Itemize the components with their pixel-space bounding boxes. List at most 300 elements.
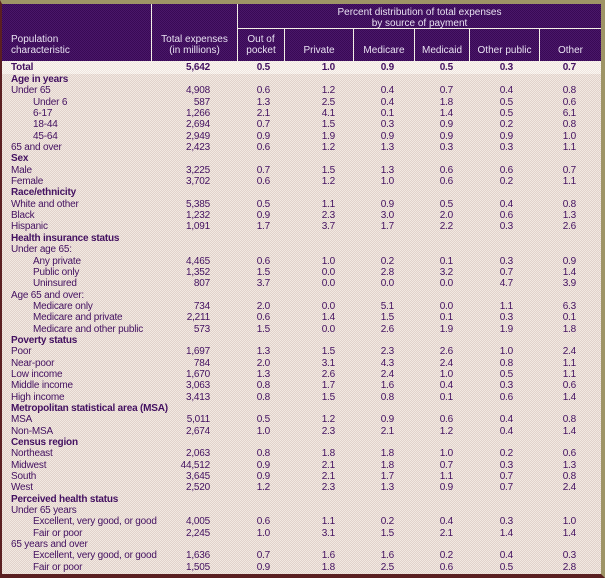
value-medicaid: 2.0 — [439, 210, 453, 222]
row-label: Census region — [11, 437, 78, 448]
value-other: 2.4 — [562, 346, 576, 358]
subsection-header-row — [2, 244, 601, 255]
value-other-public: 0.3 — [499, 380, 513, 392]
row-label: MSA — [11, 414, 33, 426]
table-row — [2, 426, 601, 437]
value-private — [285, 505, 354, 516]
value-private: 1.2 — [321, 142, 335, 154]
value-out-of-pocket: 0.6 — [256, 142, 270, 154]
value-other: 1.4 — [562, 425, 576, 437]
value-medicaid: 0.5 — [439, 198, 453, 210]
value-other: 6.1 — [562, 108, 576, 120]
value-medicaid: 1.8 — [439, 96, 453, 108]
value-out-of-pocket: 0.6 — [256, 255, 270, 267]
value-medicaid: 2.1 — [439, 527, 453, 539]
value-other — [540, 244, 601, 255]
value-private: 1.4 — [321, 312, 335, 324]
out-of-pocket-label: Out of pocket — [246, 34, 276, 56]
section-header-row — [2, 153, 601, 164]
table-row — [2, 85, 601, 96]
value-private — [285, 290, 354, 301]
value-medicare: 1.6 — [380, 380, 394, 392]
row-label: High income — [11, 391, 65, 403]
value-other-public: 0.8 — [499, 357, 513, 369]
value-other-public — [470, 290, 540, 301]
value-other-public — [470, 233, 540, 244]
value-medicaid — [415, 403, 470, 414]
value-out-of-pocket: 1.3 — [256, 96, 270, 108]
value-medicare: 0.9 — [380, 130, 394, 142]
value-medicare: 0.9 — [380, 198, 394, 210]
value-out-of-pocket — [238, 187, 285, 198]
table-row — [2, 301, 601, 312]
value-private — [285, 335, 354, 346]
value-other-public: 0.6 — [499, 391, 513, 403]
value-private — [285, 494, 354, 505]
subsection-header-row — [2, 290, 601, 301]
value-other-public: 1.0 — [499, 346, 513, 358]
value-medicare — [354, 187, 415, 198]
value-out-of-pocket — [238, 74, 285, 85]
value-medicaid: 0.6 — [439, 414, 453, 426]
column-header-medicare — [354, 29, 415, 61]
value-other: 0.6 — [562, 96, 576, 108]
value-medicare: 1.8 — [380, 459, 394, 471]
value-private: 0.0 — [321, 300, 335, 312]
table-row — [2, 165, 601, 176]
value-total-expenses: 5,385 — [185, 198, 210, 210]
value-total-expenses: 2,245 — [185, 527, 210, 539]
value-medicare — [354, 437, 415, 448]
value-medicare: 0.4 — [380, 96, 394, 108]
value-private: 1.6 — [321, 550, 335, 562]
row-label: Poverty status — [11, 334, 78, 346]
column-header-other — [540, 29, 601, 61]
value-out-of-pocket: 1.0 — [256, 527, 270, 539]
row-label: Low income — [11, 368, 63, 380]
value-total-expenses: 4,005 — [185, 516, 210, 528]
value-other — [540, 494, 601, 505]
value-other-public: 0.3 — [499, 142, 513, 154]
value-private: 1.7 — [321, 380, 335, 392]
value-other: 0.8 — [562, 198, 576, 210]
value-other: 1.1 — [562, 368, 576, 380]
table-row — [2, 516, 601, 527]
value-private: 0.0 — [321, 266, 335, 278]
row-label: Total — [11, 62, 34, 73]
table-row — [2, 392, 601, 403]
value-other: 0.8 — [562, 119, 576, 131]
value-other-public — [470, 244, 540, 255]
value-total-expenses: 2,063 — [185, 448, 210, 460]
value-other — [540, 233, 601, 244]
value-private: 1.5 — [321, 391, 335, 403]
value-private: 1.2 — [321, 176, 335, 188]
value-out-of-pocket — [238, 244, 285, 255]
value-total-expenses: 4,465 — [185, 255, 210, 267]
value-total-expenses — [152, 494, 238, 505]
row-label: 45-64 — [33, 130, 58, 142]
table-row — [2, 97, 601, 108]
value-other: 0.6 — [562, 448, 576, 460]
value-out-of-pocket: 0.6 — [256, 176, 270, 188]
value-out-of-pocket: 0.7 — [256, 119, 270, 131]
value-other-public — [470, 187, 540, 198]
table-row — [2, 61, 601, 74]
column-header-population — [2, 4, 152, 61]
value-total-expenses: 4,908 — [185, 85, 210, 97]
table-row — [2, 369, 601, 380]
value-medicare: 0.2 — [380, 516, 394, 528]
value-total-expenses: 1,636 — [185, 550, 210, 562]
value-other-public: 1.4 — [499, 527, 513, 539]
row-label: 6-17 — [33, 108, 53, 120]
value-total-expenses: 2,674 — [185, 425, 210, 437]
value-medicaid: 1.2 — [439, 425, 453, 437]
value-private: 2.6 — [321, 368, 335, 380]
value-medicare — [354, 153, 415, 164]
value-out-of-pocket: 1.5 — [256, 323, 270, 335]
value-other-public: 0.3 — [499, 516, 513, 528]
value-private — [285, 74, 354, 85]
value-out-of-pocket: 2.1 — [256, 108, 270, 120]
value-medicare: 1.7 — [380, 221, 394, 233]
value-out-of-pocket: 0.5 — [256, 62, 270, 73]
row-label: Under 65 — [11, 85, 51, 97]
value-out-of-pocket — [238, 290, 285, 301]
value-other-public: 0.7 — [499, 266, 513, 278]
value-out-of-pocket: 0.9 — [256, 561, 270, 573]
value-total-expenses: 1,505 — [185, 561, 210, 573]
row-label: Medicare and other public — [33, 323, 144, 335]
value-private — [285, 437, 354, 448]
value-medicaid: 0.7 — [439, 459, 453, 471]
row-label: Black — [11, 210, 35, 222]
value-other-public: 0.3 — [499, 221, 513, 233]
value-medicare: 3.0 — [380, 210, 394, 222]
value-out-of-pocket: 0.6 — [256, 312, 270, 324]
row-label: Age 65 and over: — [11, 289, 84, 301]
value-other-public — [470, 505, 540, 516]
value-other — [540, 187, 601, 198]
value-medicaid: 0.6 — [439, 164, 453, 176]
value-total-expenses: 5,011 — [186, 414, 210, 426]
value-medicaid: 0.0 — [439, 278, 453, 290]
value-total-expenses: 1,091 — [185, 221, 210, 233]
value-other: 0.8 — [562, 85, 576, 97]
value-other-public: 0.3 — [499, 62, 513, 73]
row-label: Metropolitan statistical area (MSA) — [11, 402, 168, 414]
value-other-public: 0.4 — [499, 414, 513, 426]
value-medicaid: 0.6 — [439, 561, 453, 573]
value-total-expenses: 784 — [193, 357, 210, 369]
value-out-of-pocket: 0.5 — [256, 414, 270, 426]
value-other: 1.4 — [562, 266, 576, 278]
value-medicare: 1.5 — [380, 527, 394, 539]
table-row — [2, 471, 601, 482]
value-other-public: 0.7 — [499, 482, 513, 494]
table-body — [2, 61, 601, 574]
value-medicare: 0.2 — [380, 255, 394, 267]
row-label: 18-44 — [33, 119, 58, 131]
section-header-row — [2, 335, 601, 346]
value-private: 2.1 — [321, 471, 335, 483]
value-private: 2.1 — [321, 459, 335, 471]
value-out-of-pocket: 0.7 — [256, 164, 270, 176]
row-label: Health insurance status — [11, 232, 120, 244]
value-other — [540, 290, 601, 301]
value-medicaid: 2.4 — [439, 357, 453, 369]
table-row — [2, 210, 601, 221]
value-total-expenses: 1,697 — [185, 346, 210, 358]
table-row — [2, 482, 601, 493]
value-medicaid — [415, 494, 470, 505]
value-private: 2.5 — [321, 96, 335, 108]
value-medicare: 2.6 — [380, 323, 394, 335]
value-out-of-pocket: 0.9 — [256, 471, 270, 483]
value-other: 0.6 — [562, 380, 576, 392]
value-medicaid — [415, 74, 470, 85]
value-total-expenses: 807 — [193, 278, 210, 290]
value-other: 0.9 — [562, 255, 576, 267]
value-private: 1.8 — [321, 448, 335, 460]
value-medicaid: 2.2 — [439, 221, 453, 233]
value-out-of-pocket — [238, 494, 285, 505]
row-label: White and other — [11, 198, 79, 210]
row-label: Midwest — [11, 459, 47, 471]
row-label: Under age 65: — [11, 244, 72, 256]
row-label: Fair or poor — [33, 527, 83, 539]
value-other-public: 0.5 — [499, 561, 513, 573]
value-other-public — [470, 335, 540, 346]
value-total-expenses: 1,352 — [185, 266, 210, 278]
value-total-expenses — [152, 335, 238, 346]
table-row — [2, 380, 601, 391]
value-out-of-pocket — [238, 403, 285, 414]
value-medicaid: 0.9 — [439, 119, 453, 131]
value-other: 0.8 — [562, 414, 576, 426]
row-label: Uninsured — [33, 278, 77, 290]
value-medicaid — [415, 539, 470, 550]
value-other: 0.1 — [562, 312, 576, 324]
value-medicare — [354, 403, 415, 414]
table-header — [2, 4, 601, 61]
value-other-public — [470, 539, 540, 550]
value-other-public: 0.3 — [499, 255, 513, 267]
value-private: 0.0 — [321, 323, 335, 335]
value-private: 1.5 — [321, 164, 335, 176]
value-other-public: 0.4 — [499, 85, 513, 97]
section-header-row — [2, 233, 601, 244]
percent-distribution-subtitle: by source of payment — [371, 18, 468, 29]
table-row — [2, 550, 601, 561]
value-other-public — [470, 494, 540, 505]
value-other-public: 0.3 — [499, 312, 513, 324]
value-other-public: 0.4 — [499, 198, 513, 210]
value-medicare — [354, 74, 415, 85]
value-total-expenses — [152, 539, 238, 550]
value-private — [285, 244, 354, 255]
value-total-expenses — [152, 437, 238, 448]
table-row — [2, 278, 601, 289]
value-out-of-pocket: 1.3 — [256, 368, 270, 380]
value-total-expenses: 2,211 — [186, 312, 210, 324]
value-medicare: 2.5 — [380, 561, 394, 573]
value-medicare: 5.1 — [380, 300, 394, 312]
value-medicare: 2.4 — [380, 368, 394, 380]
value-medicare: 1.0 — [380, 176, 394, 188]
value-medicaid: 1.4 — [439, 108, 453, 120]
medicaid-label: Medicaid — [421, 45, 463, 56]
value-medicaid — [415, 244, 470, 255]
table-row — [2, 414, 601, 425]
value-out-of-pocket: 0.8 — [256, 380, 270, 392]
row-label: Non-MSA — [11, 425, 53, 437]
value-other-public: 0.4 — [499, 425, 513, 437]
value-private: 1.2 — [321, 85, 335, 97]
table-row — [2, 142, 601, 153]
value-private: 3.7 — [321, 221, 335, 233]
value-private: 4.1 — [321, 108, 335, 120]
value-other: 3.9 — [562, 278, 576, 290]
row-label: Excellent, very good, or good — [33, 550, 157, 562]
row-label: Northeast — [11, 448, 53, 460]
value-medicaid: 3.2 — [439, 266, 453, 278]
value-out-of-pocket: 0.7 — [256, 550, 270, 562]
value-other-public: 0.5 — [499, 368, 513, 380]
value-medicare — [354, 290, 415, 301]
value-total-expenses — [152, 403, 238, 414]
value-other-public: 0.2 — [499, 119, 513, 131]
value-out-of-pocket: 1.7 — [256, 221, 270, 233]
value-medicaid: 1.9 — [439, 323, 453, 335]
row-label: Middle income — [11, 380, 73, 392]
value-medicare — [354, 244, 415, 255]
table-row — [2, 131, 601, 142]
value-other-public — [470, 74, 540, 85]
value-other-public — [470, 403, 540, 414]
column-header-total-expenses — [152, 4, 238, 61]
value-total-expenses: 44,512 — [180, 459, 210, 471]
value-total-expenses: 573 — [193, 323, 210, 335]
value-medicare: 0.3 — [380, 119, 394, 131]
value-other: 0.7 — [562, 62, 576, 73]
value-medicaid: 0.2 — [439, 550, 453, 562]
value-total-expenses — [152, 244, 238, 255]
value-other — [540, 505, 601, 516]
table-row — [2, 528, 601, 539]
column-header-private — [285, 29, 354, 61]
value-medicare: 1.6 — [380, 550, 394, 562]
total-expenses-header-label: Total expenses (in millions) — [161, 34, 228, 56]
value-other: 2.8 — [562, 561, 576, 573]
value-total-expenses — [152, 505, 238, 516]
value-out-of-pocket — [238, 233, 285, 244]
value-other — [540, 403, 601, 414]
value-medicaid: 0.4 — [439, 380, 453, 392]
value-medicaid — [415, 153, 470, 164]
row-label: Sex — [11, 153, 29, 165]
row-label: Under 6 — [33, 96, 68, 108]
value-total-expenses — [152, 153, 238, 164]
value-other-public: 0.7 — [499, 471, 513, 483]
table-row — [2, 346, 601, 357]
other-public-label: Other public — [477, 45, 532, 56]
value-out-of-pocket: 1.2 — [256, 482, 270, 494]
value-other-public — [470, 153, 540, 164]
value-medicare — [354, 494, 415, 505]
value-other: 1.4 — [562, 527, 576, 539]
value-medicaid: 2.6 — [439, 346, 453, 358]
value-medicare: 0.9 — [380, 414, 394, 426]
value-medicaid: 0.5 — [439, 62, 453, 73]
value-other-public: 0.2 — [499, 448, 513, 460]
value-medicare — [354, 505, 415, 516]
value-medicaid: 0.1 — [439, 391, 453, 403]
row-label: Excellent, very good, or good — [33, 516, 157, 528]
subsection-header-row — [2, 539, 601, 550]
value-out-of-pocket: 0.8 — [256, 391, 270, 403]
value-other: 0.7 — [562, 164, 576, 176]
value-other: 2.6 — [562, 221, 576, 233]
section-header-row — [2, 494, 601, 505]
value-other — [540, 539, 601, 550]
value-out-of-pocket: 0.9 — [256, 210, 270, 222]
value-medicare — [354, 335, 415, 346]
value-medicare: 0.0 — [380, 278, 394, 290]
value-private: 2.3 — [321, 425, 335, 437]
value-other-public: 0.2 — [499, 176, 513, 188]
value-total-expenses: 3,225 — [185, 164, 210, 176]
value-out-of-pocket — [238, 437, 285, 448]
value-other: 1.3 — [562, 210, 576, 222]
column-header-out-of-pocket — [238, 29, 285, 61]
table-row — [2, 256, 601, 267]
table-row — [2, 176, 601, 187]
value-private — [285, 233, 354, 244]
value-medicare — [354, 539, 415, 550]
value-other — [540, 437, 601, 448]
value-medicaid: 1.1 — [439, 471, 453, 483]
row-label: Poor — [11, 346, 32, 358]
value-private: 3.1 — [321, 527, 335, 539]
value-medicaid: 0.0 — [439, 300, 453, 312]
row-label: 65 years and over — [11, 539, 88, 551]
value-other: 1.0 — [562, 130, 576, 142]
value-out-of-pocket: 1.5 — [256, 266, 270, 278]
value-other — [540, 153, 601, 164]
value-out-of-pocket: 1.3 — [256, 346, 270, 358]
value-medicaid: 0.3 — [439, 142, 453, 154]
value-total-expenses — [152, 187, 238, 198]
value-other: 6.3 — [562, 300, 576, 312]
section-header-row — [2, 187, 601, 198]
value-medicare: 1.3 — [380, 142, 394, 154]
value-out-of-pocket: 0.6 — [256, 516, 270, 528]
value-total-expenses — [152, 233, 238, 244]
value-private: 1.0 — [321, 255, 335, 267]
value-private: 2.3 — [321, 482, 335, 494]
value-medicare: 4.3 — [380, 357, 394, 369]
value-total-expenses: 734 — [193, 300, 210, 312]
row-label: Male — [11, 164, 32, 176]
value-medicaid — [415, 290, 470, 301]
row-label: Near-poor — [11, 357, 55, 369]
table-row — [2, 448, 601, 459]
value-total-expenses: 1,266 — [185, 108, 210, 120]
value-other-public: 0.4 — [499, 550, 513, 562]
value-total-expenses — [152, 290, 238, 301]
